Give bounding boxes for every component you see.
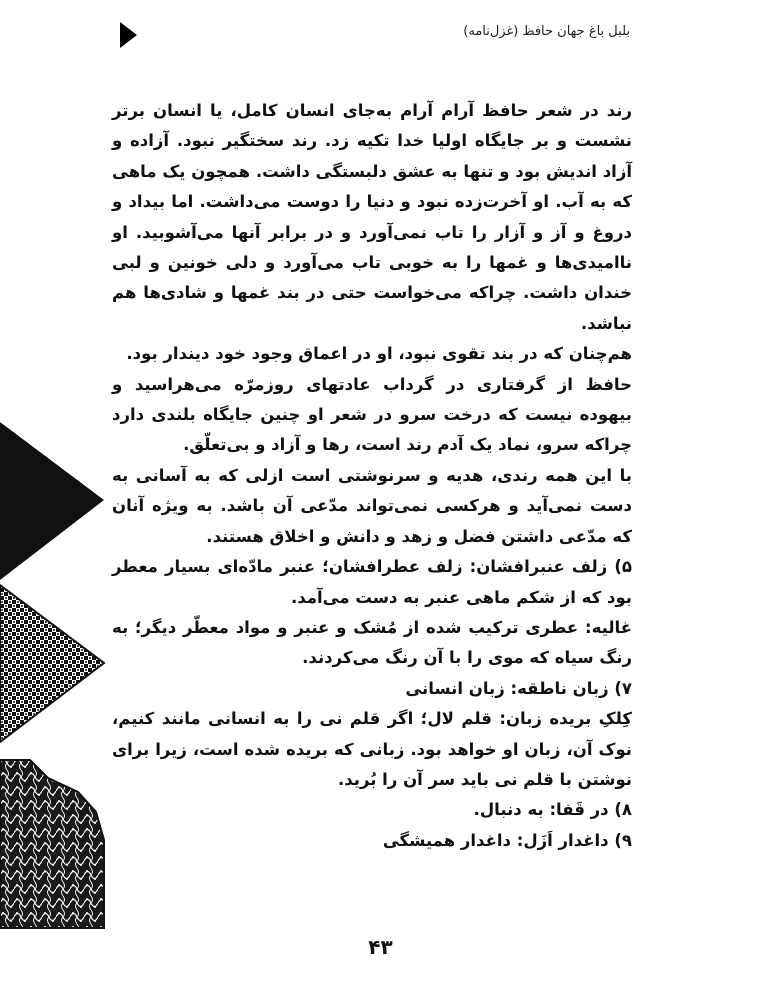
page-number: ۴۳	[368, 935, 393, 959]
footnote-5: ۵) زلف عنبرافشان: زلف عطرافشان؛ عنبر مادّه‌ای بسیار معطر بود که از شکم ماهی عنبر به دست می‌آمد.	[112, 557, 632, 607]
paragraph-sarv: حافظ از گرفتاری در گرداب عادتهای روزمرّه می‌هراسید و بیهوده نیست که درخت سرو در شعر او چنین جایگاه بلندی دارد چراکه سرو، نماد یک آدم رند است، رها و آزاد و بی‌تعلّق.	[112, 374, 632, 455]
paragraph-rend: رند در شعر حافظ آرام آرام به‌جای انسان کامل، یا انسان برتر نشست و بر جایگاه اولیا خدا تکیه زد. رند سختگیر نبود. آزاده و آزاد اندیش بود و تنها به عشق دلبستگی داشت. همچون یک ماهی که به آب. او آخرت‌زده نبود و دنیا را دوست می‌داشت. اما بیداد و دروغ و آز و آزار را تاب نمی‌آورد و در برابر آنها می‌آشوبید. او ناامیدی‌ها و غمها را به خوبی تاب می‌آورد و دلی خونین و لبی خندان داشت. چراکه می‌خواست حتی در بند غمها و شادی‌ها هم نباشد.	[112, 101, 632, 333]
footnote-kelk: کِلکِ بریده زبان: قلم لال؛ اگر قلم نی را به انسانی مانند کنیم، نوک آن، زبان او خواهد بود. زبانی که بریده شده است، زیرا برای نوشتن با قلم نی باید سر آن را بُرید.	[112, 709, 632, 789]
paragraph-taqva: هم‌چنان که در بند تقوی نبود، او در اعماق وجود خود دیندار بود.	[126, 344, 632, 364]
body-text	[112, 96, 632, 856]
running-header	[100, 18, 630, 52]
paragraph-hediye: با این همه رندی، هدیه و سرنوشتی است ازلی که به آسانی به دست نمی‌آید و هرکسی نمی‌تواند مدّعی آن باشد. به ویژه آنان که مدّعی داشتن فضل و زهد و دانش و اخلاق هستند.	[112, 465, 632, 546]
footnote-9: ۹) داغدار اَزَل: داغدار همیشگی	[382, 830, 632, 850]
footnote-8: ۸) در قَفا: به دنبال.	[473, 800, 632, 820]
footnote-7: ۷) زبان ناطقه: زبان انسانی	[405, 678, 632, 698]
footnote-ghaliye: غالیه: عطری ترکیب شده از مُشک و عنبر و مواد معطّر دیگر؛ به رنگ سیاه که موی را با آن رنگ می‌کردند.	[112, 617, 632, 668]
triangle-right-icon	[120, 22, 137, 48]
header-title: بلبل باغ جهان حافظ (غزل‌نامه)	[463, 24, 630, 39]
ornamental-border-icon	[0, 420, 112, 930]
